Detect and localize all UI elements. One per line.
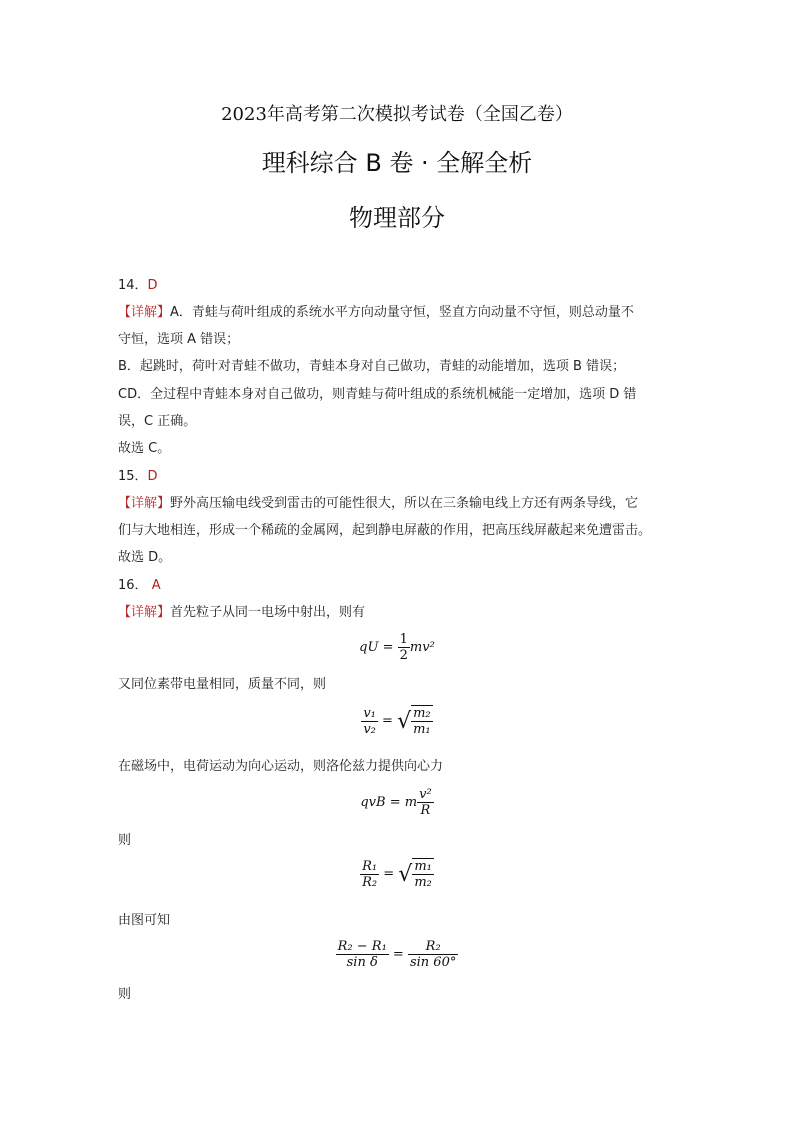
q16-answer: A [151,578,161,593]
formula-term: mv² [409,640,435,655]
formula-term: m [404,795,418,810]
fraction-denominator: R₂ [362,874,378,890]
q15-line-3: 故选 D。 [118,550,172,565]
fraction [408,939,458,970]
q16-line-3: 在磁场中，电荷运动为向心运动，则洛伦兹力提供向心力 [118,759,444,774]
fraction-numerator: m₂ [413,706,431,721]
q15-text-1: 野外高压输电线受到雷击的可能性很大，所以在三条输电线上方还有两条导线，它 [170,496,639,511]
fraction [412,859,434,890]
q14-detail-tag: 【详解】 [118,305,171,320]
q16-line-2: 又同位素带电量相同，质量不同，则 [118,677,327,692]
formula-geometry [0,939,794,970]
section-title: 物理部分 [349,204,445,232]
q16-line-1 [118,603,678,623]
fraction [398,632,410,663]
q15-line-2: 们与大地相连，形成一个稀疏的金属网，起到静电屏蔽的作用，把高压线屏蔽起来免遭雷击。 [118,523,652,538]
fraction-numerator: R₂ [408,939,458,955]
formula-lorentz [0,787,794,818]
fraction-numerator: m₁ [414,859,432,874]
q14-heading [118,276,678,296]
fraction-denominator: 2 [399,648,408,663]
fraction-numerator: v² [419,787,432,802]
exam-title: 2023年高考第二次模拟考试卷（全国乙卷） [221,104,573,125]
q14-line-4: CD．全过程中青蛙本身对自己做功，则青蛙与荷叶组成的系统机械能一定增加，选项 D 错 [118,387,637,402]
subject-title: 理科综合 B 卷 · 全解全析 [261,149,533,177]
fraction [411,706,433,737]
q16-detail-tag: 【详解】 [118,605,171,620]
fraction-denominator: R [420,803,431,818]
q16-line-5: 由图可知 [118,913,171,928]
equals-sign: = [382,713,393,729]
square-root [397,705,433,737]
radical-sign-icon: √ [397,708,412,734]
formula-radius-ratio [0,858,794,890]
equals-sign: = [392,947,404,962]
q16-line-6: 则 [118,987,132,1002]
square-root [398,858,434,890]
fraction-numerator: v₁ [363,705,376,721]
q15-answer: D [147,469,158,484]
fraction-denominator: v₂ [363,721,376,737]
q14-number: 14． [118,278,148,293]
formula-term: qU [359,640,379,655]
radical-sign-icon: √ [398,861,413,887]
q14-line-2: 守恒，选项 A 错误； [118,332,240,347]
q14-line-6: 故选 C。 [118,441,171,456]
fraction-numerator: R₂ − R₁ [337,939,387,954]
q15-detail-tag: 【详解】 [118,496,171,511]
fraction [336,939,389,970]
equals-sign: = [383,866,395,882]
fraction-denominator: m₂ [414,875,432,890]
q14-answer: D [147,278,158,293]
q15-line-1 [118,494,678,514]
q14-line-1 [118,303,678,323]
fraction [361,706,378,737]
fraction-denominator: sin δ [346,955,378,970]
equals-sign: = [382,640,394,655]
q15-number: 15． [118,469,148,484]
q15-heading [118,467,678,487]
formula-term: qvB [360,795,386,810]
q14-line-3: B．起跳时，荷叶对青蛙不做功，青蛙本身对自己做功，青蛙的动能增加，选项 B 错误； [118,359,626,374]
q16-heading [118,576,678,596]
q16-text-1: 首先粒子从同一电场中射出，则有 [170,605,366,620]
equals-sign: = [389,795,401,810]
q16-line-4: 则 [118,833,132,848]
formula-energy [0,632,794,663]
fraction-numerator: R₁ [362,858,378,874]
formula-velocity-ratio [0,705,794,737]
q16-number: 16． [118,578,148,593]
fraction [360,859,379,890]
fraction-numerator: 1 [399,632,408,647]
fraction [417,787,434,818]
fraction-denominator: sin 60° [409,955,457,970]
fraction-denominator: m₁ [413,722,431,737]
q14-line-5: 误，C 正确。 [118,414,197,429]
q14-text-1: A．青蛙与荷叶组成的系统水平方向动量守恒，竖直方向动量不守恒，则总动量不 [170,305,634,320]
